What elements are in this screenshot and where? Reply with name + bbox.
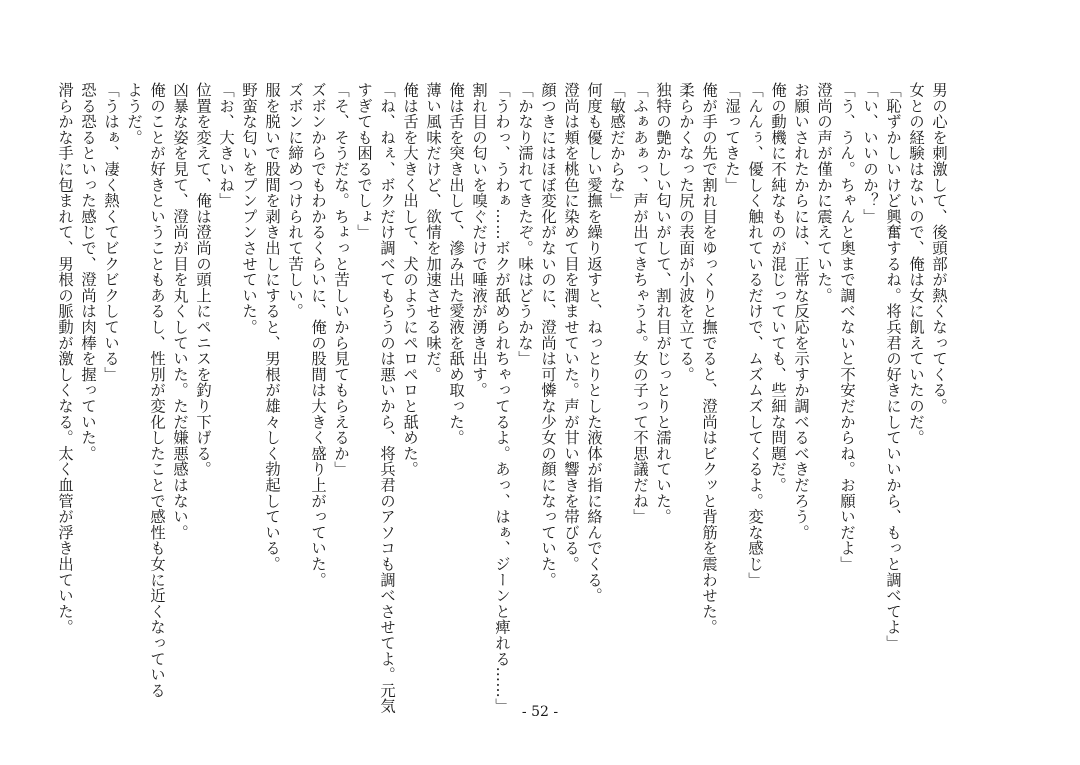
text-line: 「うはぁ、凄く熱くてビクビクしている」 [102, 82, 120, 383]
text-line: 「ね、ねぇ、ボクだけ調べてもらうのは悪いから、将兵君のアソコも調べさせてよ。元気 [378, 82, 396, 714]
text-line: 「んんぅ、優しく触れているだけで、ムズムズしてくるよ。変な感じ」 [746, 82, 764, 588]
text-line: 澄尚は頬を桃色に染めて目を潤ませていた。声が甘い響きを帯びる。 [562, 82, 580, 572]
text-line: 柔らかくなった尻の表面が小波を立てる。 [677, 82, 695, 383]
text-line: 「う、うん。ちゃんと奥まで調べないと不安だからね。お願いだよ」 [838, 82, 856, 572]
text-line: 顔つきにはほぼ変化がないのに、澄尚は可憐な少女の顔になっていた。 [539, 82, 557, 588]
text-line: すぎても困るでしょ」 [355, 82, 373, 240]
page-number: - 52 - [521, 704, 559, 720]
text-line: 男の心を刺激して、後頭部が熱くなってくる。 [930, 82, 948, 414]
text-line: 「かなり濡れてきたぞ。味はどうかな」 [516, 82, 534, 367]
text-line: 滑らかな手に包まれて、男根の脈動が激しくなる。太く血管が浮き出ていた。 [56, 82, 74, 635]
text-line: 「そ、そうだな。ちょっと苦しいから見てもらえるか」 [332, 82, 350, 477]
text-line: 俺の動機に不純なものが混じっていても、些細な問題だ。 [769, 82, 787, 493]
text-line: ようだ。 [125, 82, 143, 146]
text-line: 「お、大きいね」 [217, 82, 235, 209]
text-line: 「ふぁあぁっ、声が出てきちゃうよ。女の子って不思議だね」 [631, 82, 649, 525]
text-line: 俺は舌を突き出して、滲み出た愛液を舐め取った。 [447, 82, 465, 446]
text-line: 俺のことが好きということもあるし、性別が変化したことで感性も女に近くなっている [148, 82, 166, 699]
text-line: 女との経験はないので、俺は女に飢えていたのだ。 [907, 82, 925, 446]
text-line: 「敏感だからな」 [608, 82, 626, 209]
text-line: 「恥ずかしいけど興奮するね。将兵君の好きにしていいから、もっと調べてよ」 [884, 82, 902, 651]
text-line: 薄い風味だけど、欲情を加速させる味だ。 [424, 82, 442, 383]
text-line: 「湿ってきた」 [723, 82, 741, 193]
text-line: 凶暴な姿を見て、澄尚が目を丸くしていた。ただ嫌悪感はない。 [171, 82, 189, 541]
text-line: 恐る恐るといった感じで、澄尚は肉棒を握っていた。 [79, 82, 97, 462]
text-line: 「うわっ、うわぁ……ボクが舐められちゃってるよ。あっ、はぁ、ジーンと痺れる……」 [493, 82, 511, 714]
text-line: お願いされたからには、正常な反応を示すか調べるべきだろう。 [792, 82, 810, 541]
text-line: 服を脱いで股間を剥き出しにすると、男根が雄々しく勃起している。 [263, 82, 281, 572]
text-line: 俺が手の先で割れ目をゆっくりと撫でると、澄尚はビクッと背筋を震わせた。 [700, 82, 718, 635]
text-line: 何度も優しい愛撫を繰り返すと、ねっとりとした液体が指に絡んでくる。 [585, 82, 603, 604]
text-line: 割れ目の匂いを嗅ぐだけで唾液が湧き出す。 [470, 82, 488, 398]
text-line: 澄尚の声が僅かに震えていた。 [815, 82, 833, 304]
text-line: 位置を変えて、俺は澄尚の頭上にペニスを釣り下げる。 [194, 82, 212, 477]
text-line: 独特の艶かしい匂いがして、割れ目がじっとりと濡れていた。 [654, 82, 672, 525]
text-line: ズボンに締めつけられて苦しい。 [286, 82, 304, 319]
text-line: 俺は舌を大きく出して、犬のようにペロペロと舐めた。 [401, 82, 419, 477]
text-line: 野蛮な匂いをプンプンさせていた。 [240, 82, 258, 335]
text-line: 「い、いいのか？」 [861, 82, 879, 225]
text-line: ズボンからでもわかるくらいに、俺の股間は大きく盛り上がっていた。 [309, 82, 327, 588]
